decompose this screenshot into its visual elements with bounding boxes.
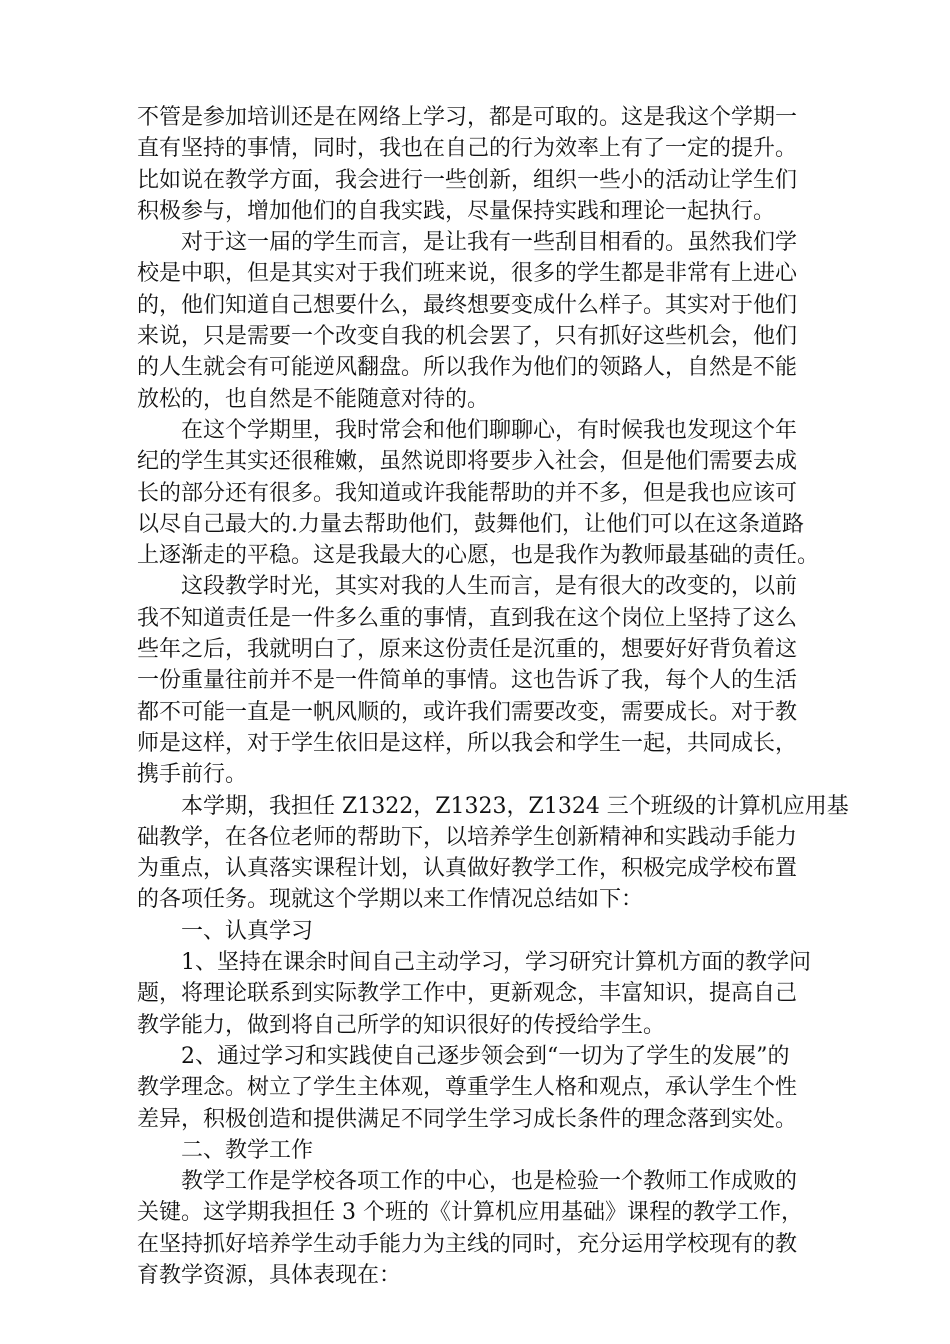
text-line: 不管是参加培训还是在网络上学习，都是可取的。这是我这个学期一 — [137, 105, 798, 130]
paragraph-start-line: 对于这一届的学生而言，是让我有一些刮目相看的。虽然我们学 — [181, 230, 798, 256]
section-heading: 一、认真学习 — [181, 918, 314, 944]
text-line: 一份重量往前并不是一件简单的事情。这也告诉了我，每个人的生活 — [137, 668, 798, 694]
text-line: 携手前行。 — [137, 762, 248, 788]
paragraph-start-line: 在这个学期里，我时常会和他们聊聊心，有时候我也发现这个年 — [181, 417, 798, 443]
text-line: 师是这样，对于学生依旧是这样，所以我会和学生一起，共同成长， — [137, 730, 798, 756]
text-line: 的各项任务。现就这个学期以来工作情况总结如下： — [137, 887, 644, 913]
text-line: 差异，积极创造和提供满足不同学生学习成长条件的理念落到实处。 — [137, 1106, 798, 1132]
text-line: 上逐渐走的平稳。这是我最大的心愿，也是我作为教师最基础的责任。 — [137, 543, 820, 569]
text-line: 放松的，也自然是不能随意对待的。 — [137, 386, 490, 412]
text-line: 础教学，在各位老师的帮助下，以培养学生创新精神和实践动手能力 — [137, 824, 798, 850]
text-line: 的，他们知道自己想要什么，最终想要变成什么样子。其实对于他们 — [137, 292, 798, 318]
paragraph-start-line: 2、通过学习和实践使自己逐步领会到“一切为了学生的发展”的 — [181, 1043, 790, 1069]
paragraph-start-line: 1、坚持在课余时间自己主动学习，学习研究计算机方面的教学问 — [181, 950, 811, 976]
text-line: 些年之后，我就明白了，原来这份责任是沉重的，想要好好背负着这 — [137, 637, 798, 663]
paragraph-start-line: 本学期，我担任 Z1322，Z1323，Z1324 三个班级的计算机应用基 — [181, 793, 849, 819]
text-line: 题，将理论联系到实际教学工作中，更新观念，丰富知识，提高自己 — [137, 981, 798, 1007]
text-line: 长的部分还有很多。我知道或许我能帮助的并不多，但是我也应该可 — [137, 480, 798, 506]
section-heading: 二、教学工作 — [181, 1137, 314, 1163]
text-line: 比如说在教学方面，我会进行一些创新，组织一些小的活动让学生们 — [137, 167, 798, 193]
text-line: 我不知道责任是一件多么重的事情，直到我在这个岗位上坚持了这么 — [137, 605, 798, 631]
paragraph-start-line: 这段教学时光，其实对我的人生而言，是有很大的改变的，以前 — [181, 574, 798, 600]
text-line: 来说，只是需要一个改变自我的机会罢了，只有抓好这些机会，他们 — [137, 324, 798, 350]
text-line: 的人生就会有可能逆风翻盘。所以我作为他们的领路人，自然是不能 — [137, 355, 798, 381]
text-line: 以尽自己最大的.力量去帮助他们，鼓舞他们，让他们可以在这条道路 — [137, 511, 804, 537]
document-body — [137, 102, 849, 1291]
text-line: 纪的学生其实还很稚嫩，虽然说即将要步入社会，但是他们需要去成 — [137, 449, 798, 475]
text-line: 教学理念。树立了学生主体观，尊重学生人格和观点，承认学生个性 — [137, 1075, 798, 1101]
text-line: 为重点，认真落实课程计划，认真做好教学工作，积极完成学校布置 — [137, 856, 798, 882]
text-line: 直有坚持的事情，同时，我也在自己的行为效率上有了一定的提升。 — [137, 136, 798, 162]
text-line: 校是中职，但是其实对于我们班来说，很多的学生都是非常有上进心 — [137, 261, 798, 287]
text-line: 积极参与，增加他们的自我实践，尽量保持实践和理论一起执行。 — [137, 198, 776, 224]
paragraph-start-line: 教学工作是学校各项工作的中心，也是检验一个教师工作成败的 — [181, 1169, 798, 1195]
text-line: 育教学资源，具体表现在： — [137, 1262, 402, 1288]
text-line: 关键。这学期我担任 3 个班的《计算机应用基础》课程的教学工作， — [137, 1200, 803, 1226]
text-line: 都不可能一直是一帆风顺的，或许我们需要改变，需要成长。对于教 — [137, 699, 798, 725]
text-line: 教学能力，做到将自己所学的知识很好的传授给学生。 — [137, 1012, 666, 1038]
text-line: 在坚持抓好培养学生动手能力为主线的同时，充分运用学校现有的教 — [137, 1231, 798, 1257]
